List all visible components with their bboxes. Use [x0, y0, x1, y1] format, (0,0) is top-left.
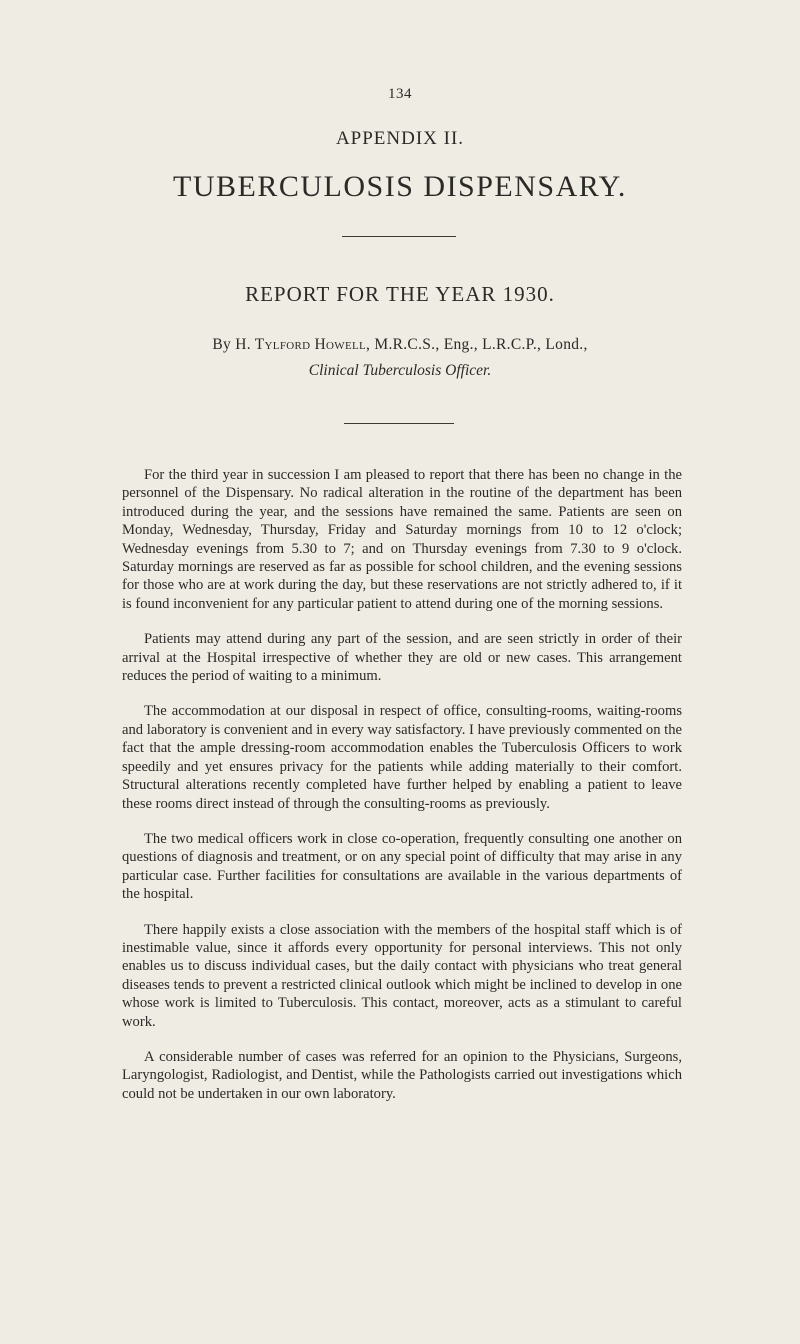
paragraph: Patients may attend during any part of the session, and are seen strictly in order of their arrival at the Hospital irrespective of whether they are old or new cases. This arrangement reduces the period of waiting to a minimum.: [122, 631, 682, 685]
report-title: REPORT FOR THE YEAR 1930.: [245, 282, 555, 306]
divider-rule: [344, 423, 454, 424]
paragraph: The two medical officers work in close co-operation, frequently consulting one another on questions of diagnosis and treatment, or on any special point of difficulty that may arise in any particular case. Further facilities for consultations are available in the various departments of the hospital.: [122, 830, 682, 903]
paragraph: For the third year in succession I am pleased to report that there has been no change in the personnel of the Dispensary. No radical alteration in the routine of the department has been introduced during the year, and the sessions have remained the same. Patients are seen on Monday, Wednesday, Thursday, Friday and Saturday mornings from 10 to 12 o'clock; Wednesday evenings from 5.30 to 7; and on Thursday evenings from 7.30 to 9 o'clock. Saturday mornings are reserved as far as possible for school children, and the evening sessions for those who are at work during the day, but these reservations are not strictly adhered to, if it is found inconvenient for any particular patient to attend during one of the morning sessions.: [122, 467, 682, 612]
author-name: H. Tylford Howell: [235, 336, 367, 353]
author-credentials: , M.R.C.S., Eng., L.R.C.P., Lond.,: [366, 336, 588, 353]
report-body: [122, 466, 682, 1120]
paragraph: A considerable number of cases was referred for an opinion to the Physicians, Surgeons, Laryngologist, Radiologist, and Dentist, while the Pathologists carried out investigations which could not be undertaken in our own laboratory.: [122, 1048, 682, 1102]
divider-rule: [342, 236, 456, 237]
paragraph: There happily exists a close association with the members of the hospital staff which is of inestimable value, since it affords every opportunity for personal interviews. This not only enables us to discuss individual cases, but the daily contact with physicians who treat general diseases tends to prevent a restricted clinical outlook which might be inclined to develop in one whose work is limited to Tuberculosis. This contact, moreover, acts as a stimulant to careful work.: [122, 921, 682, 1030]
page-number: 134: [388, 86, 412, 102]
paragraph: The accommodation at our disposal in respect of office, consulting-rooms, waiting-rooms and laboratory is convenient and in every way satisfactory. I have previously commented on the fact that the ample dressing-room accommodation enables the Tuberculosis Officers to work speedily and yet ensures privacy for the patients while adding materially to their comfort. Structural alterations recently completed have further helped by enabling a patient to leave these rooms direct instead of through the consulting-rooms as previously.: [122, 703, 682, 812]
byline-prefix: By: [212, 336, 236, 353]
appendix-heading: APPENDIX II.: [335, 128, 465, 149]
page-title: TUBERCULOSIS DISPENSARY.: [173, 170, 627, 203]
byline: [0, 336, 800, 354]
author-role: Clinical Tuberculosis Officer.: [308, 362, 492, 379]
